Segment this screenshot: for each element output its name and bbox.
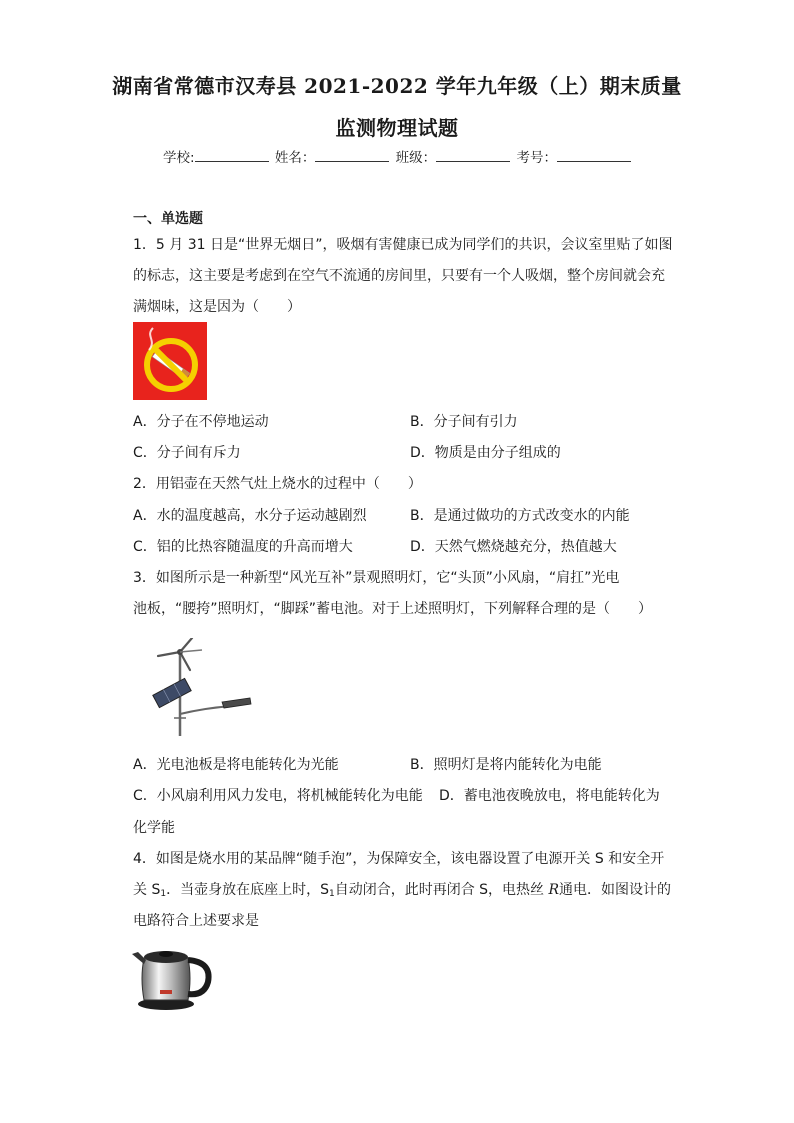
q1-option-c[interactable]: C．分子间有斥力 (133, 445, 241, 461)
q2-option-a[interactable]: A．水的温度越高，水分子运动越剧烈 (133, 508, 367, 524)
name-label: 姓名： (274, 150, 316, 166)
student-info-line (163, 146, 633, 166)
q4-line2-part-c: 自动闭合，此时再闭合 S，电热丝 (334, 882, 549, 898)
no-smoking-sign-image (133, 322, 207, 404)
q2-option-b[interactable]: B．是通过做功的方式改变水的内能 (410, 508, 630, 524)
q1-option-b[interactable]: B．分子间有引力 (410, 414, 518, 430)
q4-line1: 4．如图是烧水用的某品牌“随手泡”，为保障安全，该电器设置了电源开关 S 和安全开 (133, 851, 665, 867)
q3-option-d[interactable]: D．蓄电池夜晚放电，将电能转化为 (439, 788, 660, 804)
q4-line2-part-a: 关 S (133, 882, 161, 898)
q3-option-c[interactable]: C．小风扇利用风力发电，将机械能转化为电能 (133, 788, 423, 804)
exam-title-line2: 监测物理试题 (335, 116, 459, 140)
q4-line3: 电路符合上述要求是 (133, 913, 259, 929)
q4-s1-subscript-2: 1 (328, 889, 335, 899)
q4-s1-subscript: 1 (160, 889, 167, 899)
q3-option-a[interactable]: A．光电池板是将电能转化为光能 (133, 757, 339, 773)
q1-line2: 的标志，这主要是考虑到在空气不流通的房间里，只要有一个人吸烟，整个房间就会充 (133, 268, 665, 284)
q4-line2 (133, 879, 671, 899)
class-blank[interactable] (436, 149, 510, 162)
q3-line1: 3．如图所示是一种新型“风光互补”景观照明灯，它“头顶”小风扇，“肩扛”光电 (133, 570, 620, 586)
q4-resistor-symbol: R (548, 882, 560, 898)
q3-line2: 池板，“腰挎”照明灯，“脚踩”蓄电池。对于上述照明灯，下列解释合理的是（ ） (133, 601, 653, 617)
q3-option-b[interactable]: B．照明灯是将内能转化为电能 (410, 757, 602, 773)
id-label: 考号： (516, 150, 557, 166)
school-label: 学校: (163, 150, 195, 166)
q1-line1: 1．5 月 31 日是“世界无烟日”，吸烟有害健康已成为同学们的共识，会议室里贴了如图 (133, 237, 673, 253)
q3-option-d-continued: 化学能 (133, 820, 175, 836)
wind-solar-lamp-image (150, 638, 256, 742)
q2-option-c[interactable]: C．铝的比热容随温度的升高而增大 (133, 539, 353, 555)
electric-kettle-image (130, 938, 214, 1016)
class-label: 班级： (395, 150, 437, 166)
q2-line1: 2．用铝壶在天然气灶上烧水的过程中（ ） (133, 476, 422, 492)
school-blank[interactable] (195, 149, 269, 162)
q1-option-a[interactable]: A．分子在不停地运动 (133, 414, 269, 430)
section-heading: 一、单选题 (133, 211, 203, 227)
exam-title-line1: 湖南省常德市汉寿县 2021-2022 学年九年级（上）期末质量 (112, 74, 682, 98)
q4-line2-part-b: ．当壶身放在底座上时，S (166, 882, 329, 898)
q2-option-d[interactable]: D．天然气燃烧越充分，热值越大 (410, 539, 617, 555)
q4-line2-part-d: 通电．如图设计的 (559, 882, 672, 898)
id-blank[interactable] (557, 149, 631, 162)
q1-line3: 满烟味，这是因为（ ） (133, 299, 301, 315)
q1-option-d[interactable]: D．物质是由分子组成的 (410, 445, 561, 461)
name-blank[interactable] (315, 149, 389, 162)
